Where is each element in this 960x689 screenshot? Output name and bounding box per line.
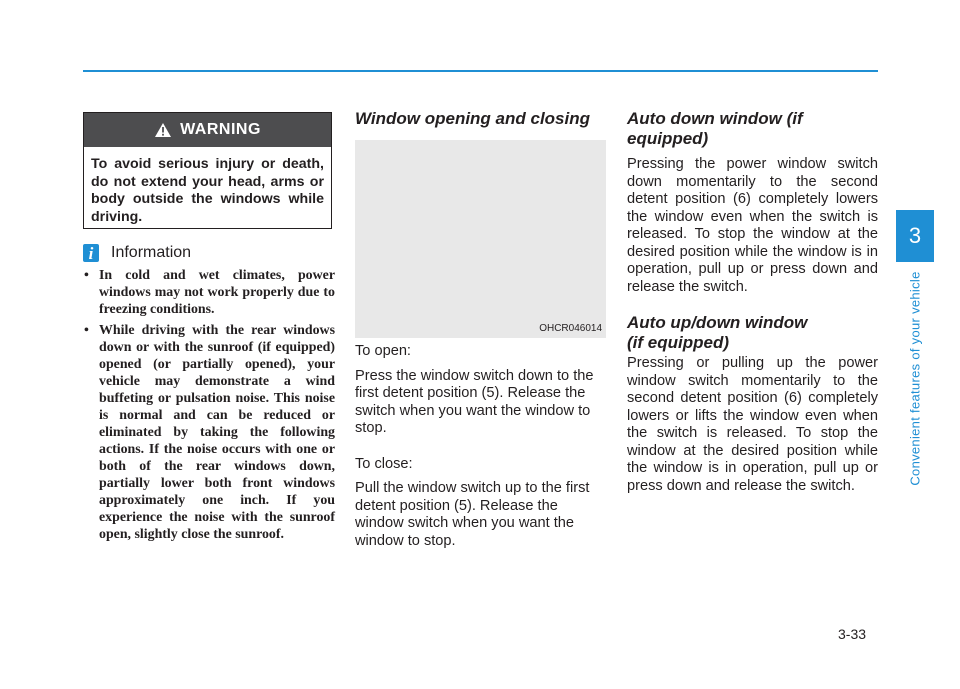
- page-number: 3-33: [838, 626, 867, 642]
- auto-window-column: [627, 109, 878, 495]
- auto-updown-heading-line2: (if equipped): [627, 333, 729, 352]
- information-title: Information: [111, 244, 192, 261]
- warning-triangle-icon: [154, 122, 172, 138]
- chapter-tab: [896, 210, 934, 262]
- auto-updown-heading: [627, 313, 878, 353]
- chapter-number: 3: [908, 223, 922, 248]
- close-label: To close:: [355, 455, 413, 472]
- warning-title: WARNING: [180, 121, 261, 138]
- information-heading: [83, 244, 191, 262]
- auto-updown-heading-line1: Auto up/down window: [627, 313, 808, 332]
- auto-down-text: Pressing the power window switch down momentarily to the second detent position (6) completely lowers the window even when the switch is released. To stop the window at the desired position while the window is in operation, pull up or press down and release the switch.: [627, 156, 878, 295]
- header-rule: [83, 70, 878, 72]
- chapter-title: Convenient features of your vehicle: [907, 270, 923, 486]
- auto-updown-text: Pressing or pulling up the power window switch momentarily to the second detent position (6) completely lowers or lifts the window even when the switch is released. To stop the window at the desired position while the window is in operation, pull up or press down and release the switch.: [627, 355, 878, 494]
- warning-header: [84, 113, 331, 147]
- open-text: Press the window switch down to the first detent position (5). Release the switch when you want the window to stop.: [355, 367, 594, 436]
- open-label: To open:: [355, 343, 411, 359]
- warning-text: To avoid serious injury or death, do not extend your head, arms or body outside the windows while driving.: [91, 156, 324, 225]
- chapter-side-title: [896, 262, 934, 494]
- figure-code: OHCR046014: [539, 323, 602, 334]
- list-item: • In cold and wet climates, power windows may not work properly due to freezing conditions.: [83, 267, 335, 318]
- info-i-icon: i: [83, 244, 99, 262]
- window-section-body: [355, 343, 606, 550]
- warning-box: [83, 112, 332, 229]
- auto-down-heading: Auto down window (if equipped): [627, 109, 803, 148]
- window-switch-figure: [355, 140, 606, 338]
- list-item: • While driving with the rear windows down or with the sunroof (if equipped) opened (or partially opened), your vehicle may demonstrate a wind buffeting or pulsation noise. This noise is normal and can be reduced or eliminated by taking the following actions. If the noise occurs with one or both of the rear windows down, partially lower both front windows approximately one inch. If you experience the noise with the sunroof open, slightly close the sunroof.: [83, 322, 335, 543]
- window-section-heading: Window opening and closing: [355, 109, 590, 128]
- close-text: Pull the window switch up to the first detent position (5). Release the window switch when you want the window to stop.: [355, 480, 590, 549]
- information-list: [83, 267, 335, 547]
